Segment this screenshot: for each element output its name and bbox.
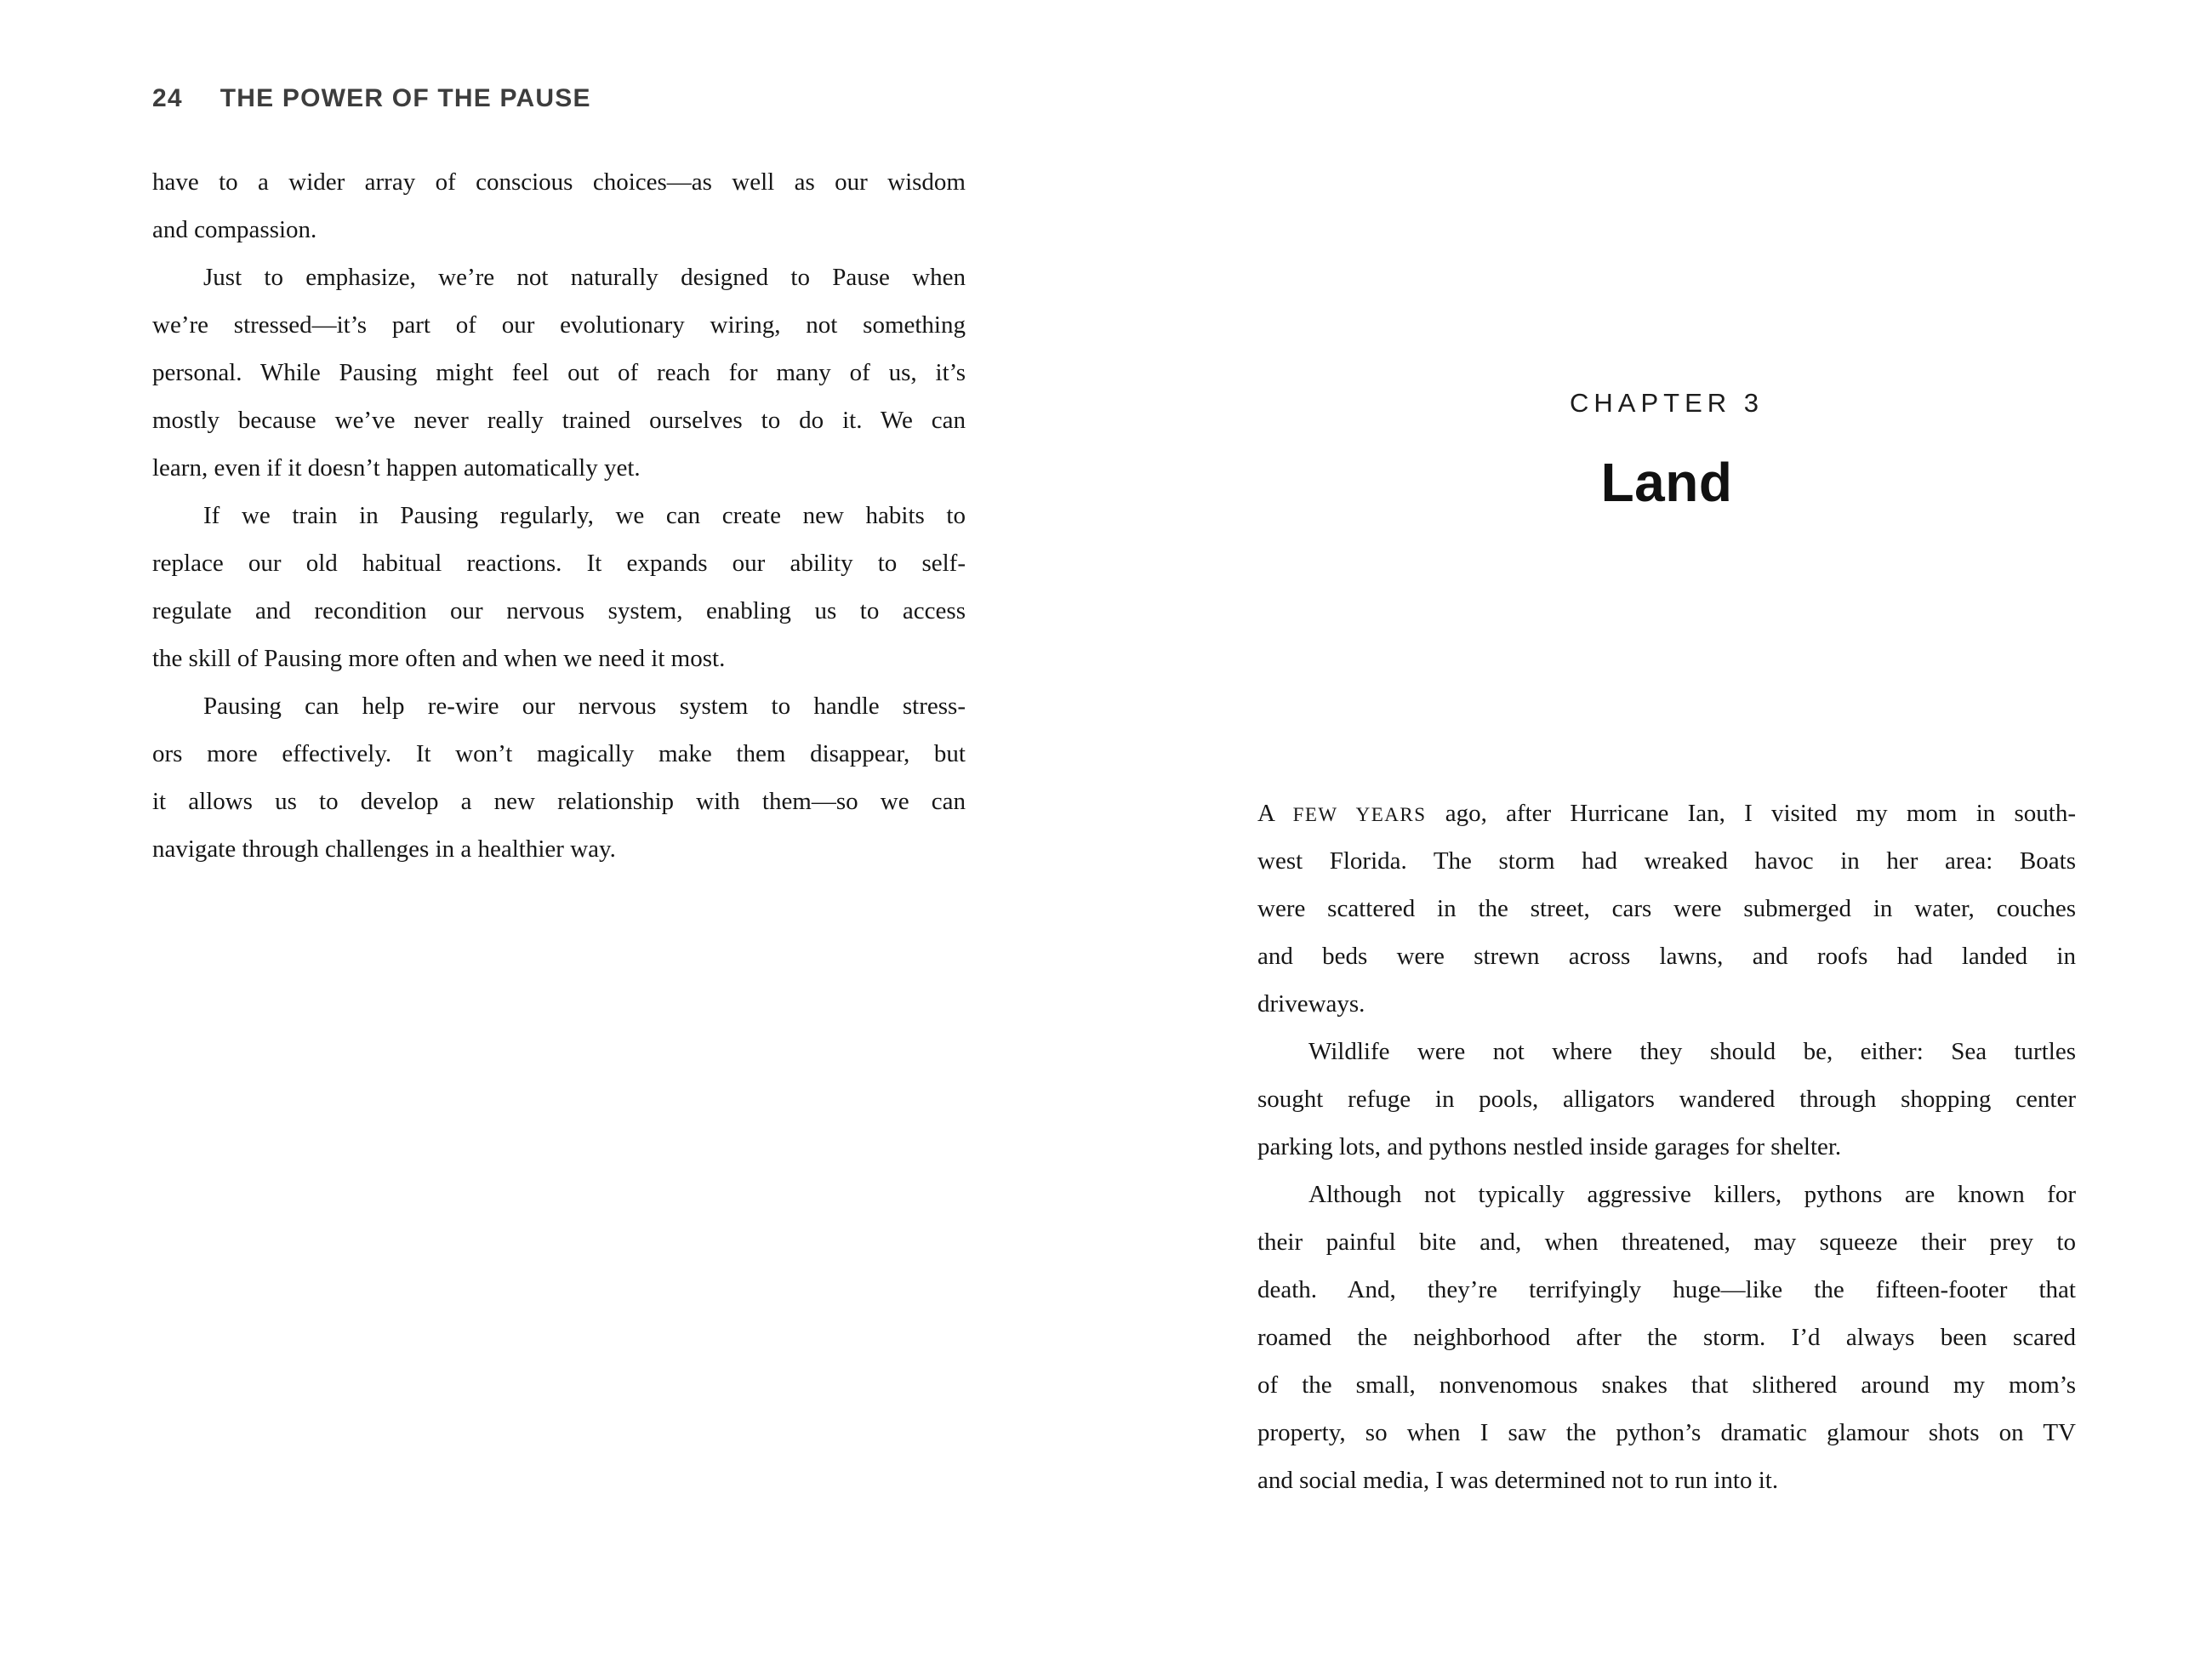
left-page-body [152,158,966,873]
page-number: 24 [152,84,183,112]
text-line: replace our old habitual reactions. It expands our ability to self- [152,550,966,577]
text-line: Just to emphasize, we’re not naturally designed to Pause when [203,264,966,291]
text-line: have to a wider array of conscious choices—as well as our wisdom [152,168,966,196]
text-line: and social media, I was determined not to run into it. [1257,1467,1779,1494]
text-line: personal. While Pausing might feel out of reach for many of us, it’s [152,359,966,386]
text-line: it allows us to develop a new relationship with them—so we can [152,788,966,815]
right-page [1106,0,2212,1659]
text-line: mostly because we’ve never really trained ourselves to do it. We can [152,407,966,434]
text-line: regulate and recondition our nervous system, enabling us to access [152,597,966,624]
text-line: of the small, nonvenomous snakes that slithered around my mom’s [1257,1371,2076,1399]
text-line: A FEW YEARS ago, after Hurricane Ian, I visited my mom in south- [1257,800,2076,827]
running-header-title: THE POWER OF THE PAUSE [219,84,591,112]
text-line: driveways. [1257,990,1365,1018]
text-line: learn, even if it doesn’t happen automatically yet. [152,454,641,482]
chapter-label: CHAPTER 3 [1570,388,1764,418]
text-line: parking lots, and pythons nestled inside garages for shelter. [1257,1133,1842,1160]
text-line: the skill of Pausing more often and when we need it most. [152,645,726,672]
text-line: sought refuge in pools, alligators wandered through shopping center [1257,1086,2076,1113]
text-line: and compassion. [152,216,317,243]
text-line: and beds were strewn across lawns, and roofs had landed in [1257,943,2076,970]
text-line: ors more effectively. It won’t magically make them disappear, but [152,740,966,767]
text-line: were scattered in the street, cars were submerged in water, couches [1257,895,2076,922]
chapter-title: Land [1600,452,1733,513]
text-line: their painful bite and, when threatened, may squeeze their prey to [1257,1229,2076,1256]
text-line: death. And, they’re terrifyingly huge—like the fifteen-footer that [1257,1276,2076,1303]
text-line: Although not typically aggressive killers, pythons are known for [1308,1181,2076,1208]
text-line: roamed the neighborhood after the storm. I’d always been scared [1257,1324,2076,1351]
small-caps-text: FEW YEARS [1292,804,1427,825]
text-line: west Florida. The storm had wreaked havoc in her area: Boats [1257,847,2076,875]
text-line: If we train in Pausing regularly, we can create new habits to [203,502,966,529]
text-line: Wildlife were not where they should be, either: Sea turtles [1308,1038,2076,1065]
text-line: we’re stressed—it’s part of our evolutionary wiring, not something [152,311,966,339]
text-line: property, so when I saw the python’s dramatic glamour shots on TV [1257,1419,2076,1446]
text-line: Pausing can help re-wire our nervous system to handle stress- [203,693,966,720]
right-page-body [1257,790,2076,1504]
running-header [152,83,969,114]
text-line: navigate through challenges in a healthier way. [152,835,616,863]
